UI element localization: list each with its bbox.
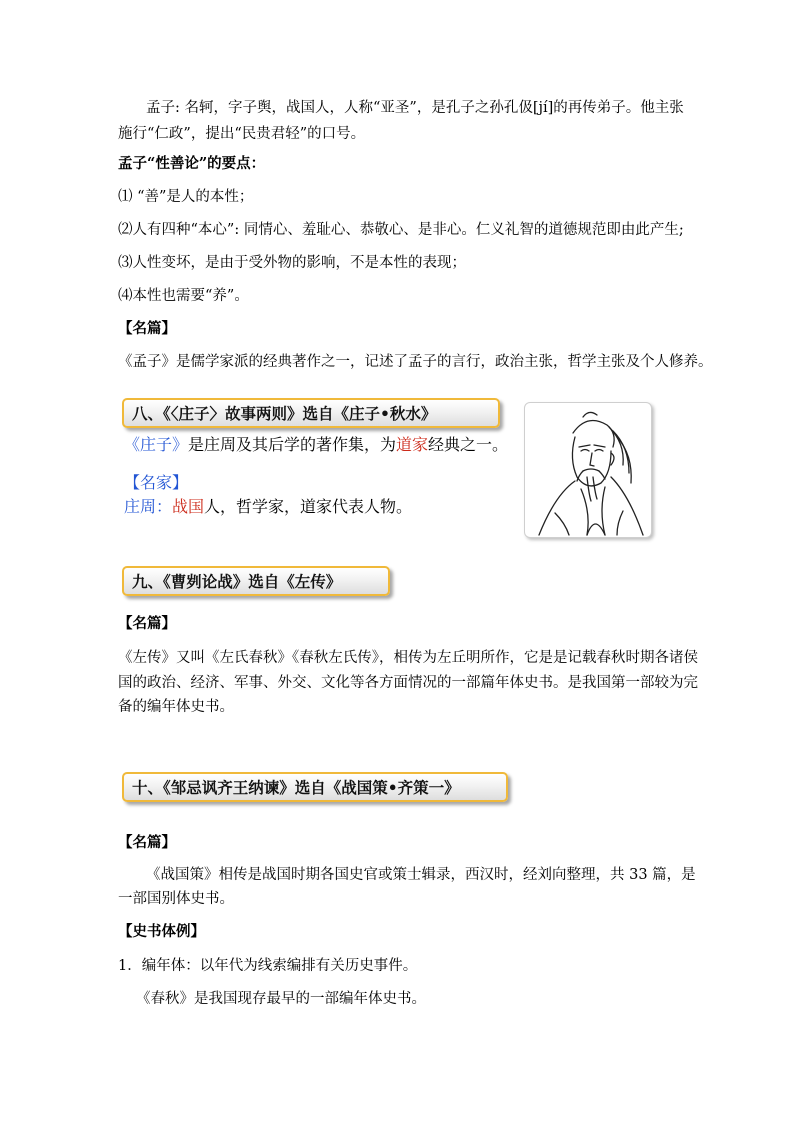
xingshan-point-2: ⑵人有四种“本心”: 同情心、羞耻心、恭敬心、是非心。仁义礼智的道德规范即由此产生; xyxy=(118,222,684,238)
zuozhuan-text-line-3: 备的编年体史书。 xyxy=(118,699,234,715)
zhanguoce-text-line-2: 一部国别体史书。 xyxy=(118,891,234,907)
sage-portrait-icon xyxy=(524,402,652,538)
zhuangzi-desc-after: 经典之一。 xyxy=(428,435,509,454)
zhanguoce-text-line-1: 《战国策》相传是战国时期各国史官或策士辑录，西汉时，经刘向整理，共 33 篇，是 xyxy=(146,867,696,883)
xingshan-point-1: ⑴ “善”是人的本性； xyxy=(118,189,254,205)
xingshan-heading: 孟子“性善论”的要点： xyxy=(118,155,266,172)
section-10-banner xyxy=(122,772,508,802)
biannianti-item: 1．编年体：以年代为线索编排有关历史事件。 xyxy=(118,958,418,974)
section-8-banner-title: 八、《〈庄子〉故事两则》选自《庄子•秋水》 xyxy=(132,404,437,423)
xingshan-point-3: ⑶人性变坏，是由于受外物的影响，不是本性的表现； xyxy=(118,255,466,271)
section-9-banner-title: 九、《曹刿论战》选自《左传》 xyxy=(132,572,342,591)
mencius-work-text: 《孟子》是儒学家派的经典著作之一，记述了孟子的言行，政治主张，哲学主张及个人修养。 xyxy=(118,354,713,370)
shishu-tili-label: 【史书体例】 xyxy=(118,923,205,940)
mencius-bio-line-2: 施行“仁政”，提出“民贵君轻”的口号。 xyxy=(118,126,366,142)
zhuangzhou-era: 战国 xyxy=(172,497,205,516)
zhuangzi-book-title: 《庄子》 xyxy=(124,435,189,454)
section-10-banner-title: 十、《邹忌讽齐王纳谏》选自《战国策•齐策一》 xyxy=(132,778,460,797)
zhuangzhou-name: 庄周： xyxy=(124,497,173,516)
xingshan-point-4: ⑷本性也需要“养”。 xyxy=(118,288,249,304)
section-10-mingpian-label: 【名篇】 xyxy=(118,834,176,851)
zhuangzi-desc-highlight: 道家 xyxy=(396,435,429,454)
zhuangzhou-desc xyxy=(124,494,412,517)
sage-portrait-drawing xyxy=(525,403,651,537)
zhuangzi-desc-before: 是庄周及其后学的著作集，为 xyxy=(188,435,397,454)
zuozhuan-text-line-1: 《左传》又叫《左氏春秋》《春秋左氏传》，相传为左丘明所作，它是是记载春秋时期各诸侯 xyxy=(118,650,698,666)
mingpian-label: 【名篇】 xyxy=(118,320,176,337)
chunqiu-example: 《春秋》是我国现存最早的一部编年体史书。 xyxy=(136,991,426,1007)
zuozhuan-text-line-2: 国的政治、经济、军事、外交、文化等各方面情况的一部篇年体史书。是我国第一部较为完 xyxy=(118,675,698,691)
zhuangzhou-text: 人，哲学家，道家代表人物。 xyxy=(204,497,413,516)
section-9-banner xyxy=(122,566,390,596)
section-8-banner xyxy=(122,398,500,428)
mingjia-label: 【名家】 xyxy=(124,473,189,492)
section-9-mingpian-label: 【名篇】 xyxy=(118,615,176,632)
zhuangzi-desc xyxy=(124,432,508,455)
mencius-bio-line-1: 孟子: 名轲，字子舆，战国人，人称“亚圣”，是孔子之孙孔伋[jí]的再传弟子。他主张 xyxy=(146,100,684,116)
